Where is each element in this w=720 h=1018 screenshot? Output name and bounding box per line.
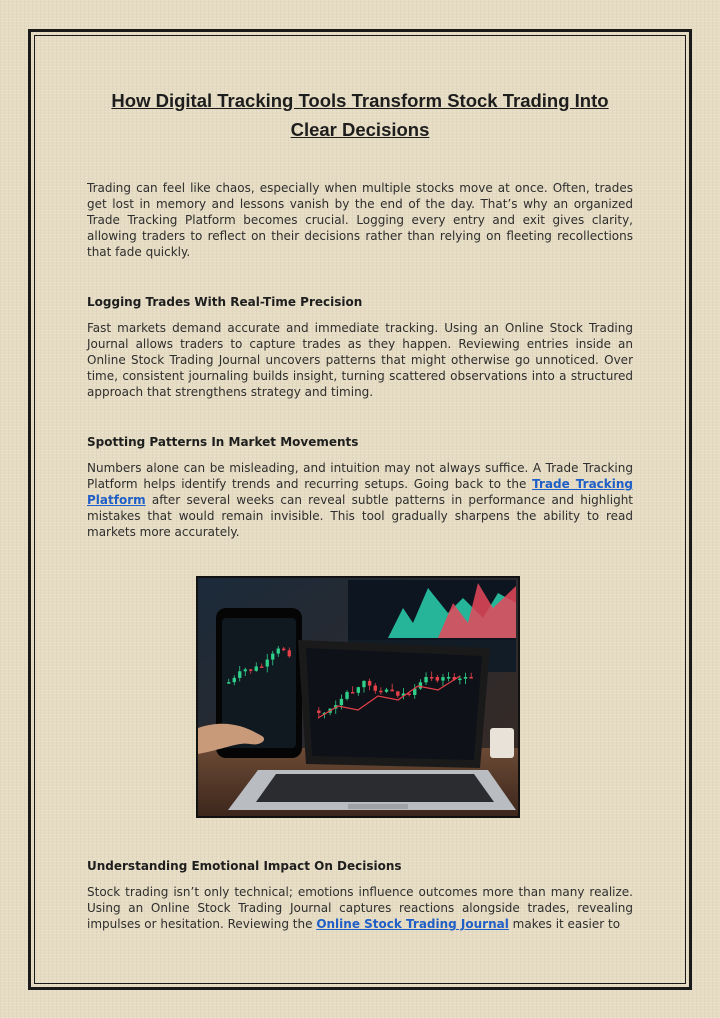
candle-body — [419, 682, 422, 688]
candle-body — [379, 691, 382, 693]
candle-body — [441, 677, 444, 680]
section-heading-emotions: Understanding Emotional Impact On Decisions — [87, 859, 402, 873]
candle-body — [351, 692, 354, 694]
section-heading-logging: Logging Trades With Real-Time Precision — [87, 295, 363, 309]
emotions-text-before: Stock trading isn’t only technical; emotions influence outcomes more than many realize. Using an Online Stock Trading Journal captures reactions alongside trades, revealing impulses or hesitation. Reviewing the — [87, 885, 633, 931]
candle-body — [458, 679, 461, 681]
section-body-patterns — [87, 460, 633, 540]
cup — [490, 728, 514, 758]
candle-body — [374, 686, 377, 691]
candle-body — [227, 682, 230, 684]
candle-body — [362, 681, 365, 687]
candle-body — [390, 690, 393, 692]
candle-body — [249, 669, 252, 671]
emotions-text-after: makes it easier to — [508, 917, 621, 931]
intro-paragraph: Trading can feel like chaos, especially when multiple stocks move at once. Often, trades get lost in memory and lessons vanish by the end of the day. That’s why an organized Trade Tracking Platform becomes crucial. Logging every entry and exit gives clarity, allowing traders to reflect on their decisions rather than relying on fleeting recollections that fade quickly. — [87, 181, 633, 259]
candle-body — [266, 660, 269, 667]
candle-body — [385, 690, 388, 692]
section-body-logging: Fast markets demand accurate and immediate tracking. Using an Online Stock Trading Journal allows traders to capture trades as they happen. Reviewing entries inside an Online Stock Trading Journal uncovers patterns that might otherwise go unnoticed. Over time, consistent journaling builds insight, turning scattered observations into a structured approach that strengthens strategy and timing. — [87, 321, 633, 399]
patterns-text-after: after several weeks can reveal subtle patterns in performance and highlight mistakes that would remain invisible. This tool gradually sharpens the ability to read markets more accurately. — [87, 493, 633, 539]
candle-body — [447, 677, 450, 679]
online-stock-trading-journal-link[interactable]: Online Stock Trading Journal — [316, 917, 509, 931]
section-heading-patterns: Spotting Patterns In Market Movements — [87, 435, 359, 449]
candle-body — [233, 678, 236, 682]
candle-body — [424, 677, 427, 682]
candle-body — [464, 677, 467, 679]
trading-laptop-photo — [198, 578, 518, 816]
page-title: How Digital Tracking Tools Transform Stock Trading Into Clear Decisions — [111, 90, 609, 140]
candle-body — [238, 671, 241, 678]
candle-body — [317, 711, 320, 714]
candle-body — [368, 681, 371, 686]
candle-body — [244, 669, 247, 671]
candle-body — [345, 692, 348, 699]
candle-body — [357, 687, 360, 693]
candle-body — [277, 649, 280, 654]
candle-body — [288, 650, 291, 656]
candle-body — [255, 666, 258, 670]
candle-body — [282, 649, 285, 651]
candle-body — [430, 677, 433, 679]
candle-body — [396, 691, 399, 695]
photo-illustration — [198, 578, 518, 816]
candle-body — [469, 677, 472, 679]
candle-body — [260, 666, 263, 668]
trade-tracking-platform-link[interactable]: Trade Tracking Platform — [87, 477, 634, 507]
candle-body — [271, 654, 274, 660]
section-body-emotions — [87, 884, 633, 932]
patterns-text-before: Numbers alone can be misleading, and intuition may not always suffice. A Trade Tracking Platform helps identify trends and recurring setups. Going back to the — [87, 461, 633, 491]
candle-body — [436, 677, 439, 681]
candle-body — [340, 699, 343, 705]
